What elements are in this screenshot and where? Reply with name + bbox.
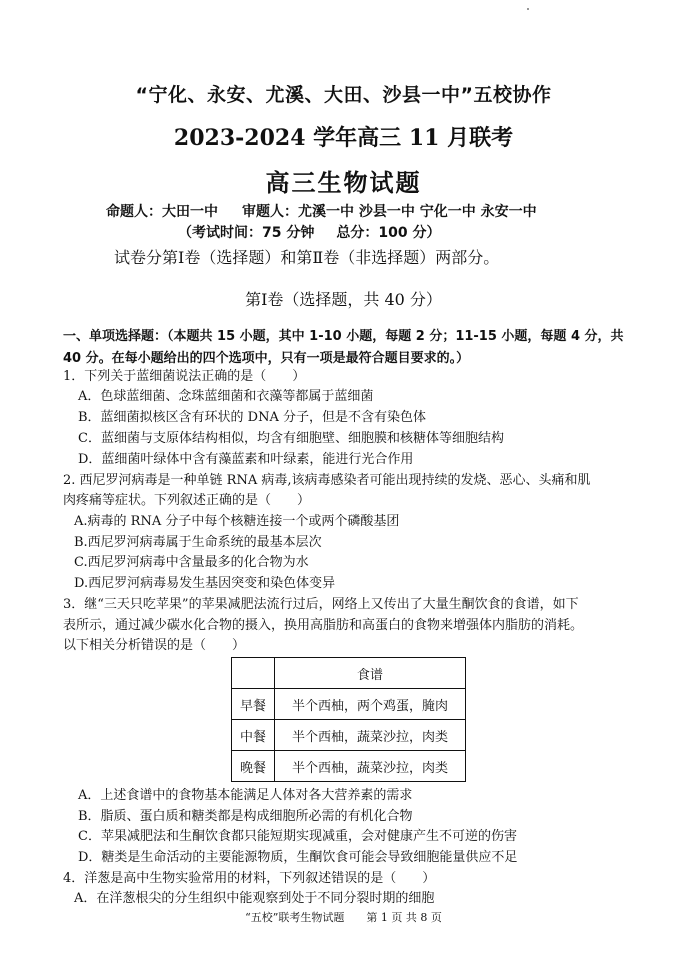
exam-info — [178, 222, 440, 242]
meal-food: 半个西柚，蔬菜沙拉，肉类 — [275, 720, 466, 751]
q3-stem-line2: 表所示，通过减少碳水化合物的摄入，换用高脂肪和高蛋白的食物来增强体内脂肪的消耗。 — [63, 618, 584, 633]
q3-option-d: D．糖类是生命活动的主要能源物质，生酮饮食可能会导致细胞能量供应不足 — [78, 850, 518, 865]
table-corner-cell — [232, 658, 275, 689]
q3-option-a: A．上述食谱中的食物基本能满足人体对各大营养素的需求 — [78, 788, 413, 803]
meal-food: 半个西柚，两个鸡蛋，腌肉 — [275, 689, 466, 720]
q3-stem-line3: 以下相关分析错误的是（ ） — [63, 638, 246, 653]
table-row — [232, 689, 466, 720]
table-row — [232, 720, 466, 751]
subject-title: 高三生物试题 — [265, 168, 422, 197]
meal-food: 半个西柚，蔬菜沙拉，肉类 — [275, 751, 466, 782]
meal-name: 中餐 — [232, 720, 275, 751]
q4-stem: 4．洋葱是高中生物实验常用的材料，下列叙述错误的是（ ） — [63, 871, 436, 886]
q2-option-a: A.病毒的 RNA 分子中每个核糖连接一个或两个磷酸基团 — [74, 514, 400, 529]
scan-dot — [527, 8, 529, 10]
exam-score: 总分：100 分） — [336, 225, 441, 241]
q1-option-d: D．蓝细菌叶绿体中含有藻蓝素和叶绿素，能进行光合作用 — [78, 452, 414, 467]
paper-intro: 试卷分第Ⅰ卷（选择题）和第Ⅱ卷（非选择题）两部分。 — [114, 248, 500, 267]
table-header-row — [232, 658, 466, 689]
page-footer: “五校”联考生物试题 第 1 页 共 8 页 — [245, 911, 442, 924]
authors-line — [106, 201, 537, 221]
q3-option-b: B．脂质、蛋白质和糖类都是构成细胞所必需的有机化合物 — [78, 809, 413, 824]
setter: 命题人：大田一中 — [106, 204, 218, 220]
table-header: 食谱 — [275, 658, 466, 689]
part1-title: 第Ⅰ卷（选择题，共 40 分） — [245, 290, 442, 309]
reviewer: 审题人：尤溪一中 沙县一中 宁化一中 永安一中 — [242, 204, 537, 220]
exam-title: 2023-2024 学年高三 11 月联考 — [173, 125, 514, 151]
q2-stem-line1: 2. 西尼罗河病毒是一种单链 RNA 病毒,该病毒感染者可能出现持续的发烧、恶心、头痛和肌 — [63, 473, 591, 488]
table-row — [232, 751, 466, 782]
q2-option-b: B.西尼罗河病毒属于生命系统的最基本层次 — [74, 535, 322, 550]
exam-time: （考试时间：75 分钟 — [178, 225, 315, 241]
section-heading: 一、单项选择题：（本题共 15 小题，其中 1-10 小题，每题 2 分；11-15 小题，每题 4 分，共 40 分。在每小题给出的四个选项中，只有一项是最符合题目要求的。） — [63, 329, 624, 366]
schools-title: “宁化、永安、尤溪、大田、沙县一中”五校协作 — [135, 84, 552, 106]
q3-stem-line1: 3．继“三天只吃苹果”的苹果减肥法流行过后，网络上又传出了大量生酮饮食的食谱，如下 — [63, 597, 579, 612]
diet-table — [231, 657, 466, 782]
q3-option-c: C．苹果减肥法和生酮饮食都只能短期实现减重，会对健康产生不可逆的伤害 — [78, 829, 517, 844]
q4-option-a: A．在洋葱根尖的分生组织中能观察到处于不同分裂时期的细胞 — [74, 891, 435, 906]
q1-option-c: C．蓝细菌与支原体结构相似，均含有细胞壁、细胞膜和核糖体等细胞结构 — [78, 431, 504, 446]
q2-option-d: D.西尼罗河病毒易发生基因突变和染色体变异 — [74, 576, 336, 591]
q2-option-c: C.西尼罗河病毒中含量最多的化合物为水 — [74, 555, 309, 570]
q1-option-b: B．蓝细菌拟核区含有环状的 DNA 分子，但是不含有染色体 — [78, 410, 427, 425]
meal-name: 早餐 — [232, 689, 275, 720]
q1-stem: 1．下列关于蓝细菌说法正确的是（ ） — [63, 369, 306, 384]
meal-name: 晚餐 — [232, 751, 275, 782]
q1-option-a: A．色球蓝细菌、念珠蓝细菌和衣藻等都属于蓝细菌 — [78, 389, 374, 404]
q2-stem-line2: 肉疼痛等症状。下列叙述正确的是（ ） — [63, 493, 311, 508]
